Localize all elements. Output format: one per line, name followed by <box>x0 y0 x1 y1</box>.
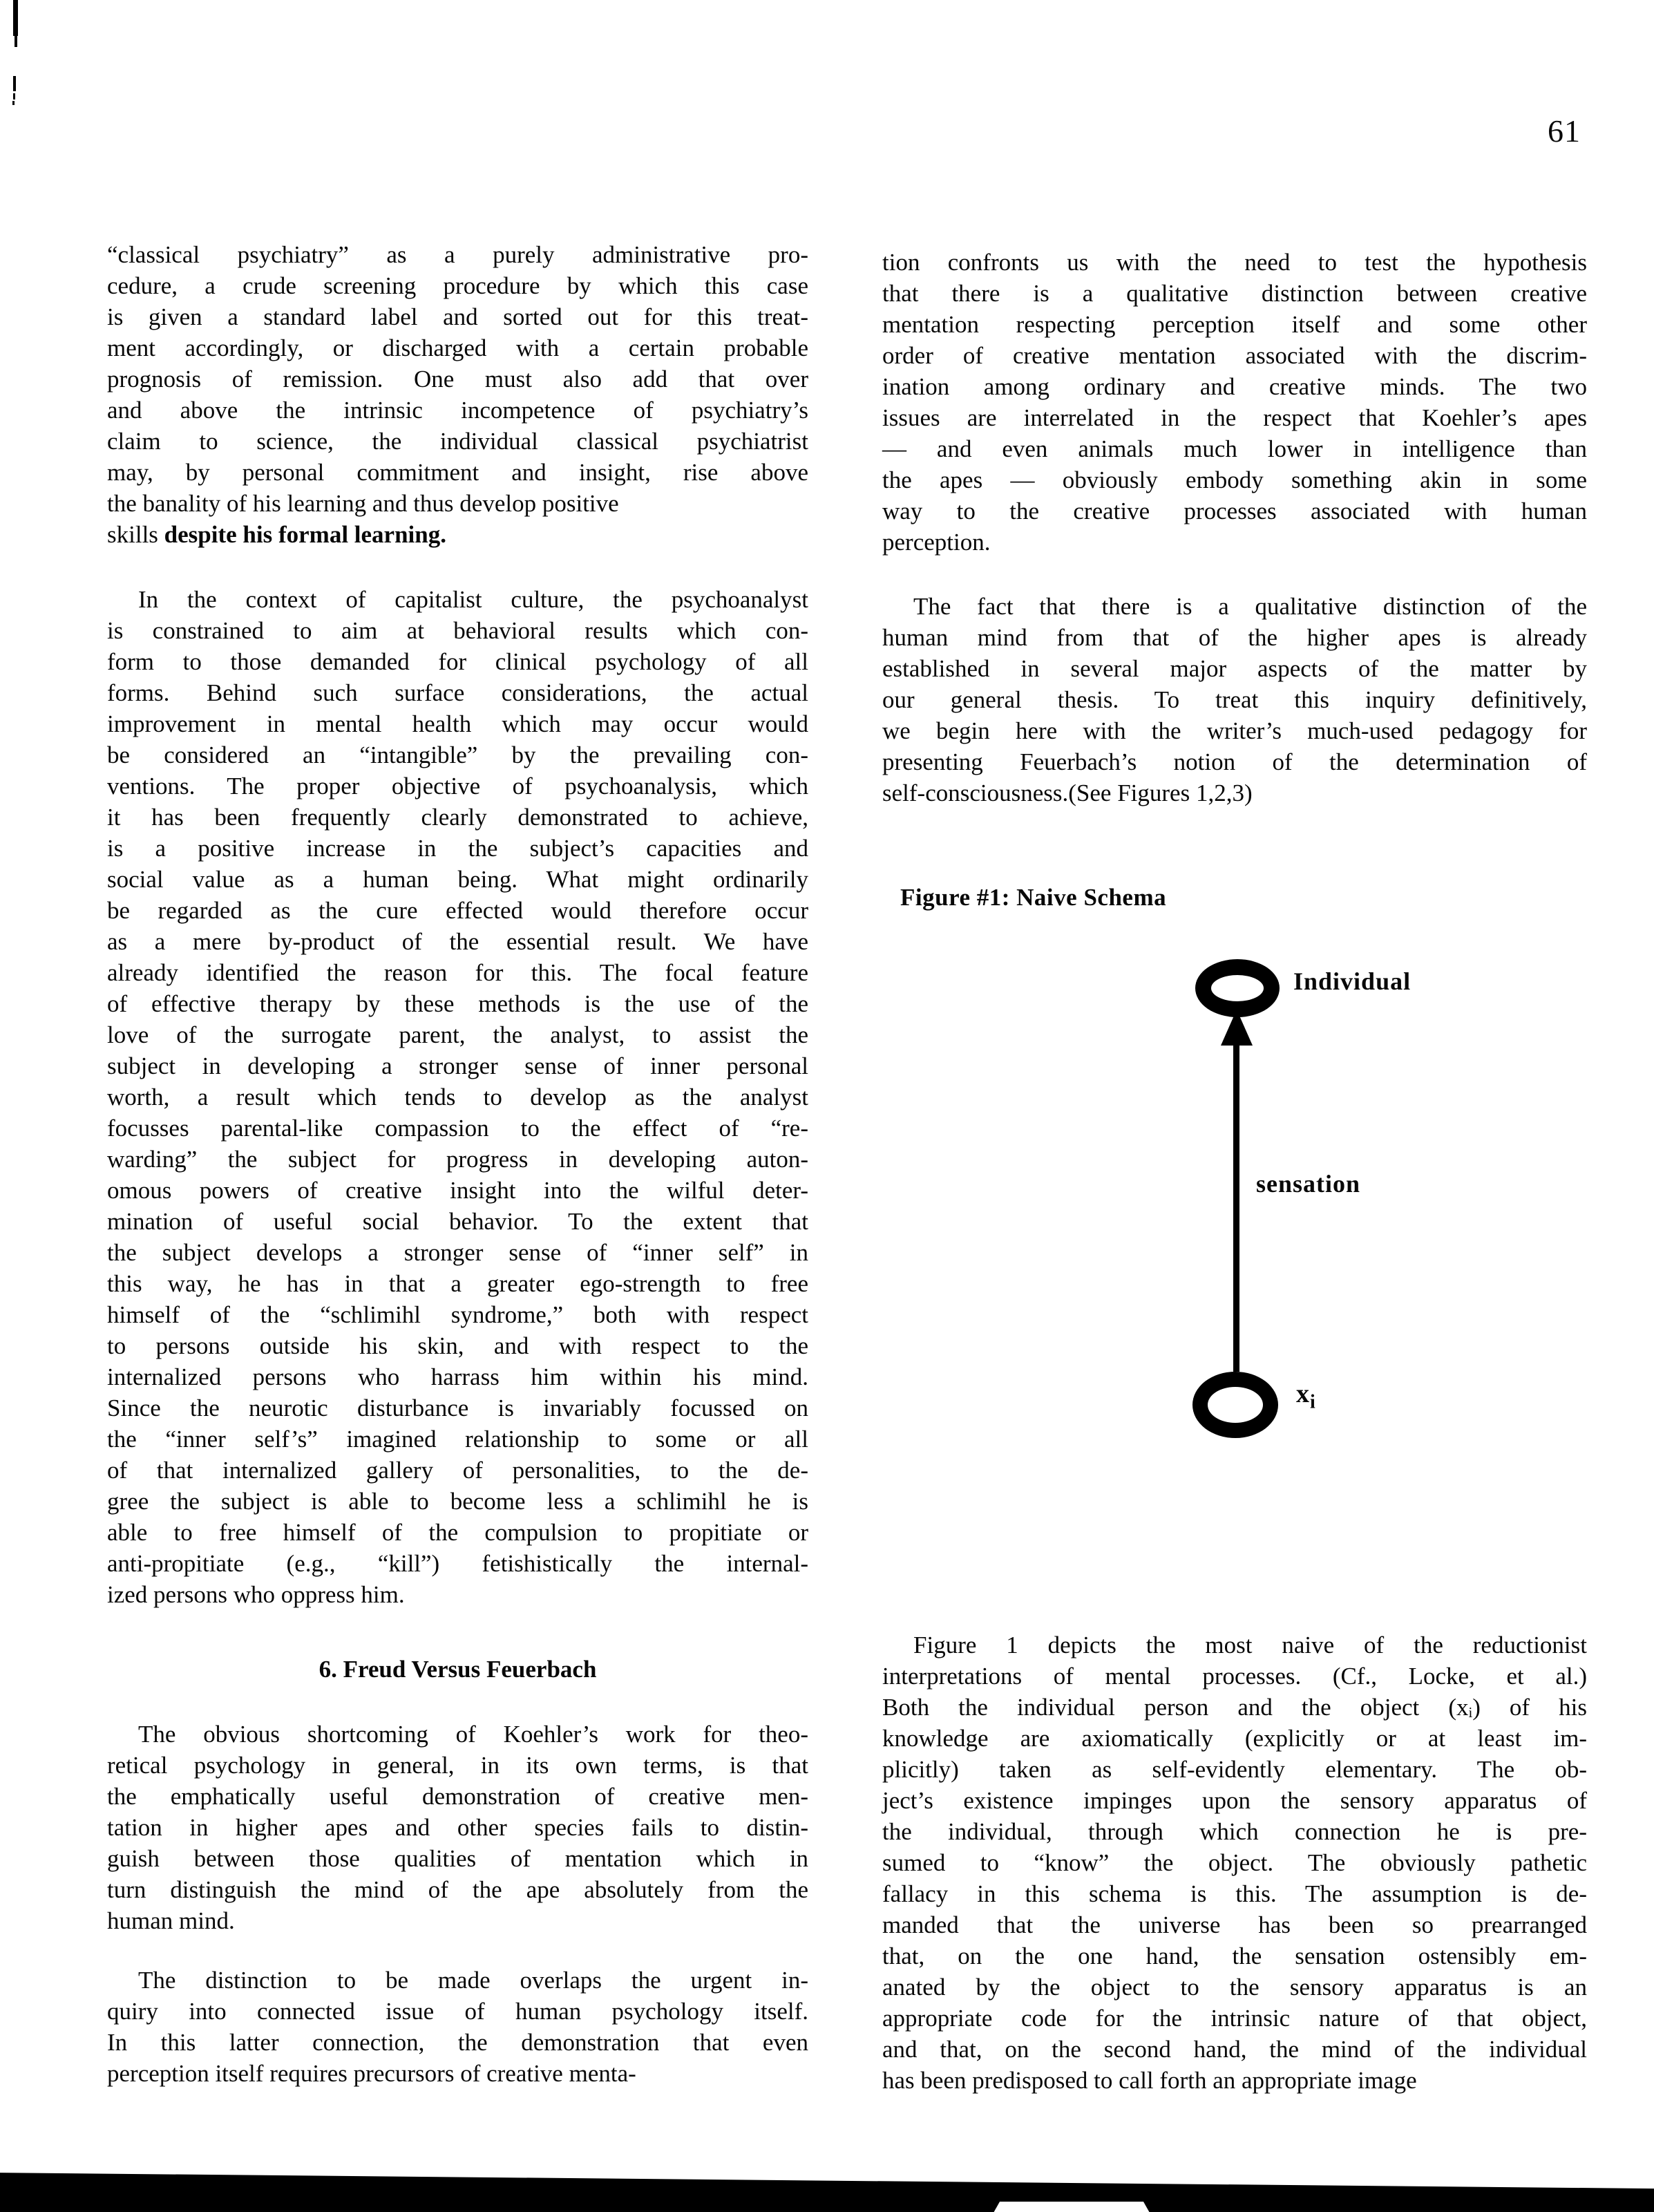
page-number: 61 <box>1548 113 1581 149</box>
text-line: able to free himself of the compulsion to propitiate or <box>107 1519 808 1546</box>
text-line: improvement in mental health which may occur would <box>107 710 808 737</box>
text-line: warding” the subject for progress in developing auton- <box>107 1146 808 1173</box>
bold-text-run: despite his formal learning. <box>164 521 446 548</box>
text-line: of that internalized gallery of personalities, to the de- <box>107 1457 808 1484</box>
text-line: — and even animals much lower in intelligence than <box>882 435 1587 462</box>
text-line: order of creative mentation associated with the discrim- <box>882 342 1587 369</box>
scan-artifact-notch <box>994 2202 1150 2212</box>
text-line: mentation respecting perception itself and some other <box>882 311 1587 338</box>
text-line: quiry into connected issue of human psychology itself. <box>107 1998 808 2025</box>
scan-artifact-bottom-bar <box>0 2173 1654 2212</box>
text-line: The distinction to be made overlaps the urgent in- <box>138 1967 808 1994</box>
text-line: The obvious shortcoming of Koehler’s work for theo- <box>138 1721 808 1748</box>
text-line: prognosis of remission. One must also add that over <box>107 366 808 393</box>
text-line: the “inner self’s” imagined relationship to some or all <box>107 1426 808 1453</box>
scan-artifact <box>12 101 15 105</box>
text-line: human mind from that of the higher apes is already <box>882 624 1587 651</box>
text-line: perception. <box>882 529 991 556</box>
text-line: to persons outside his skin, and with respect to the <box>107 1332 808 1359</box>
text-line: we begin here with the writer’s much-used pedagogy for <box>882 717 1587 744</box>
text-line: is a positive increase in the subject’s capacities and <box>107 835 808 862</box>
text-line: ment accordingly, or discharged with a certain probable <box>107 334 808 361</box>
paragraph <box>107 584 808 1610</box>
text-line: ject’s existence impinges upon the sensory apparatus of <box>882 1787 1587 1814</box>
text-line: Since the neurotic disturbance is invariably focussed on <box>107 1395 808 1421</box>
scan-artifact <box>15 35 17 47</box>
text-line: claim to science, the individual classical psychiatrist <box>107 428 808 455</box>
figure-1-naive-schema <box>882 913 1587 1629</box>
individual-node-circle <box>1195 959 1280 1017</box>
text-line: Figure 1 depicts the most naive of the reductionist <box>913 1632 1587 1658</box>
text-line: self-consciousness.(See Figures 1,2,3) <box>882 779 1253 806</box>
text-line: worth, a result which tends to develop as the analyst <box>107 1084 808 1110</box>
text-line: the apes — obviously embody something akin in some <box>882 466 1587 493</box>
text-line: is given a standard label and sorted out for this treat- <box>107 303 808 330</box>
text-line: it has been frequently clearly demonstrated to achieve, <box>107 804 808 831</box>
text-line: “classical psychiatry” as a purely administrative pro- <box>107 241 808 268</box>
text-line: our general thesis. To treat this inquiry definitively, <box>882 686 1587 713</box>
text-line: The fact that there is a qualitative distinction of the <box>913 593 1587 620</box>
text-line: as a mere by-product of the essential result. We have <box>107 928 808 955</box>
text-line: turn distinguish the mind of the ape absolutely from the <box>107 1876 808 1903</box>
paragraph <box>107 1719 808 1936</box>
text-line: this way, he has in that a greater ego-strength to free <box>107 1270 808 1297</box>
object-node-circle <box>1192 1372 1278 1438</box>
xi-base: x <box>1296 1379 1310 1408</box>
text-line: perception itself requires precursors of creative menta- <box>107 2060 636 2087</box>
paragraph-last-line <box>107 519 808 550</box>
text-line: omous powers of creative insight into the wilful deter- <box>107 1177 808 1204</box>
text-line: and above the intrinsic incompetence of psychiatry’s <box>107 397 808 424</box>
figure-caption: Figure #1: Naive Schema <box>900 884 1167 911</box>
text-line: manded that the universe has been so prearranged <box>882 1911 1587 1938</box>
arrow-shaft <box>1233 1041 1239 1372</box>
text-line: anti-propitiate (e.g., “kill”) fetishistically the internal- <box>107 1550 808 1577</box>
paragraph <box>882 1629 1587 2096</box>
text-line: tion confronts us with the need to test the hypothesis <box>882 249 1587 276</box>
text-line: and that, on the second hand, the mind of the individual <box>882 2036 1587 2063</box>
text-line: mination of useful social behavior. To the extent that <box>107 1208 808 1235</box>
text-line: that, on the one hand, the sensation ostensibly em- <box>882 1942 1587 1969</box>
text-line: the banality of his learning and thus develop positive <box>107 490 619 517</box>
text-line: the emphatically useful demonstration of creative men- <box>107 1783 808 1810</box>
scan-artifact <box>13 0 18 36</box>
right-column <box>882 247 1587 2096</box>
text-line: anated by the object to the sensory apparatus is an <box>882 1974 1587 2001</box>
text-line: gree the subject is able to become less a schlimihl he is <box>107 1488 808 1515</box>
text-line: internalized persons who harrass him within his mind. <box>107 1363 808 1390</box>
text-line: love of the surrogate parent, the analyst, to assist the <box>107 1021 808 1048</box>
text-line: already identified the reason for this. The focal feature <box>107 959 808 986</box>
text-line: subject in developing a stronger sense of inner personal <box>107 1052 808 1079</box>
text-line: cedure, a crude screening procedure by which this case <box>107 272 808 299</box>
paragraph <box>107 1965 808 2089</box>
text-line: human mind. <box>107 1907 235 1934</box>
text-line: retical psychology in general, in its own terms, is that <box>107 1752 808 1779</box>
paragraph <box>882 591 1587 809</box>
text-line: is constrained to aim at behavioral results which con- <box>107 617 808 644</box>
text-line: the individual, through which connection he is pre- <box>882 1818 1587 1845</box>
section-heading: 6. Freud Versus Feuerbach <box>319 1656 597 1683</box>
text-line: be regarded as the cure effected would therefore occur <box>107 897 808 924</box>
text-line: himself of the “schlimihl syndrome,” both with respect <box>107 1301 808 1328</box>
text-line: ination among ordinary and creative minds. The two <box>882 373 1587 400</box>
text-line: of effective therapy by these methods is the use of the <box>107 990 808 1017</box>
text-line: presenting Feuerbach’s notion of the determination of <box>882 748 1587 775</box>
text-line: way to the creative processes associated with human <box>882 498 1587 524</box>
text-line: knowledge are axiomatically (explicitly or at least im- <box>882 1725 1587 1752</box>
text-line: In the context of capitalist culture, the psychoanalyst <box>138 586 808 613</box>
text-line: guish between those qualities of mentation which in <box>107 1845 808 1872</box>
text-line: Both the individual person and the object (xᵢ) of his <box>882 1694 1587 1721</box>
text-line: appropriate code for the intrinsic nature of that object, <box>882 2005 1587 2032</box>
text-line: has been predisposed to call forth an appropriate image <box>882 2067 1417 2094</box>
left-column <box>107 239 808 2089</box>
paragraph <box>107 239 808 519</box>
individual-label: Individual <box>1293 967 1411 995</box>
text-line: In this latter connection, the demonstration that even <box>107 2029 808 2056</box>
text-line: ventions. The proper objective of psychoanalysis, which <box>107 773 808 800</box>
arrow-up-icon <box>1221 1010 1253 1046</box>
text-line: be considered an “intangible” by the prevailing con- <box>107 741 808 768</box>
text-line: focusses parental-like compassion to the effect of “re- <box>107 1115 808 1142</box>
text-line: social value as a human being. What might ordinarily <box>107 866 808 893</box>
scan-artifact <box>13 93 15 100</box>
text-line: sumed to “know” the object. The obviously pathetic <box>882 1849 1587 1876</box>
text-run: skills <box>107 521 164 548</box>
text-line: tation in higher apes and other species fails to distin- <box>107 1814 808 1841</box>
text-line: forms. Behind such surface considerations, the actual <box>107 679 808 706</box>
xi-subscript: i <box>1310 1391 1316 1413</box>
text-line: the subject develops a stronger sense of “inner self” in <box>107 1239 808 1266</box>
object-xi-label <box>1296 1379 1316 1413</box>
text-line: ized persons who oppress him. <box>107 1581 405 1608</box>
text-line: interpretations of mental processes. (Cf., Locke, et al.) <box>882 1663 1587 1690</box>
text-line: may, by personal commitment and insight, rise above <box>107 459 808 486</box>
paragraph <box>882 247 1587 558</box>
text-line: that there is a qualitative distinction between creative <box>882 280 1587 307</box>
text-line: established in several major aspects of the matter by <box>882 655 1587 682</box>
sensation-label: sensation <box>1256 1170 1361 1198</box>
text-line: plicitly) taken as self-evidently elementary. The ob- <box>882 1756 1587 1783</box>
scan-artifact <box>13 76 16 91</box>
text-line: issues are interrelated in the respect that Koehler’s apes <box>882 404 1587 431</box>
text-line: fallacy in this schema is this. The assumption is de- <box>882 1880 1587 1907</box>
text-line: form to those demanded for clinical psychology of all <box>107 648 808 675</box>
